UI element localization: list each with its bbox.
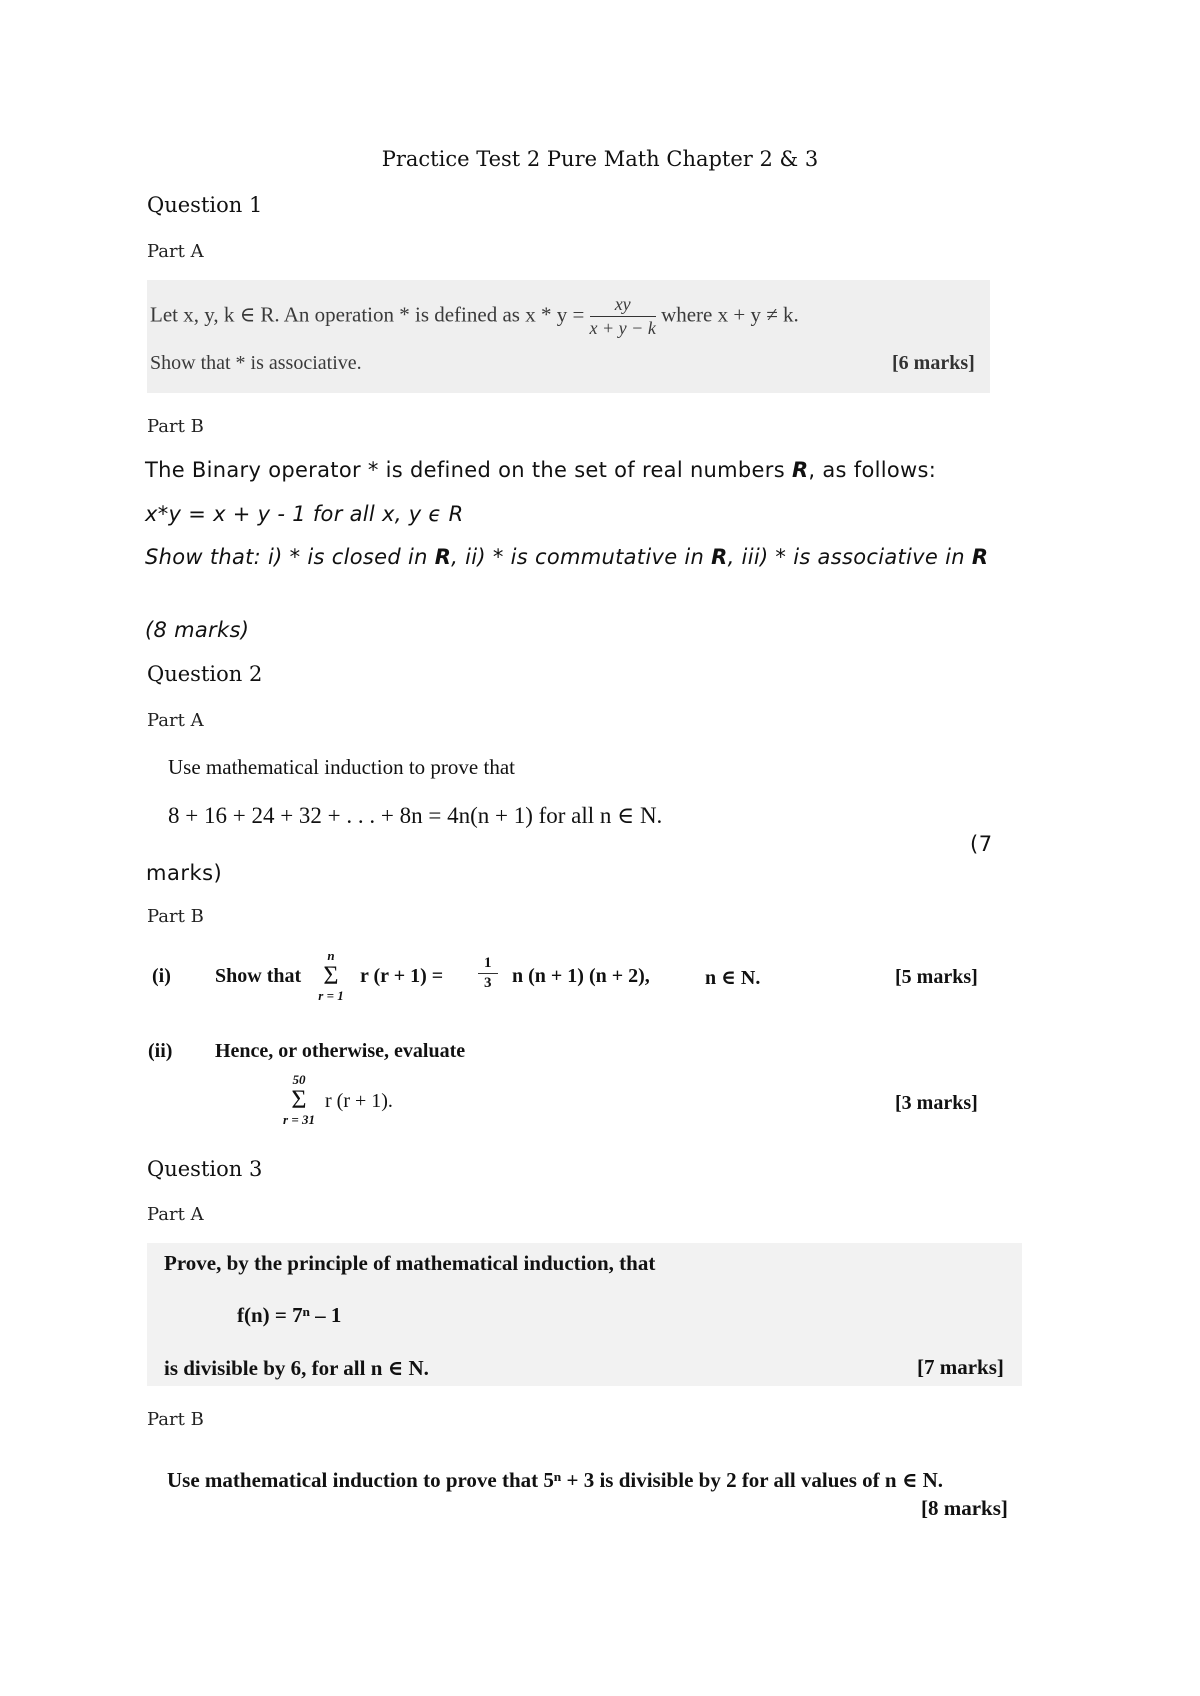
q1-part-a-scan (147, 280, 990, 393)
q2-ii-marks: [3 marks] (895, 1092, 978, 1114)
q1-part-b-label: Part B (147, 416, 204, 437)
q2-i-text: Show that (215, 965, 302, 987)
q2-i-label: (i) (152, 965, 171, 987)
q3-part-b-line1: Use mathematical induction to prove that 5ⁿ + 3 is divisible by 2 for all values of n ∈ N. (167, 1468, 944, 1492)
page-title: Practice Test 2 Pure Math Chapter 2 & 3 (381, 147, 819, 171)
q2-i-sum: n Σ r = 1 (318, 948, 344, 1003)
question-2-heading: Question 2 (147, 662, 263, 686)
q3-part-a-marks: [7 marks] (917, 1355, 1004, 1379)
q1-part-a-line1: Let x, y, k ∈ R. An operation * is defined as x * y = $\frac{xy}{x + y - k}$ where x + y ≠ k. (150, 294, 799, 338)
q1-fraction: $\frac{xy}{x + y - k}$ (589, 294, 656, 338)
q1-part-a-label: Part A (147, 241, 204, 262)
q2-part-a-line2: 8 + 16 + 24 + 32 + . . . + 8n = 4n(n + 1) for all n ∈ N. (168, 803, 663, 828)
q2-part-a-marks-open: (7 (970, 832, 993, 856)
q3-part-a-label: Part A (147, 1204, 204, 1225)
q2-ii-text: Hence, or otherwise, evaluate (215, 1040, 466, 1062)
q2-part-a-line1: Use mathematical induction to prove that (168, 755, 515, 779)
q2-part-a-marks-close: marks) (146, 861, 223, 885)
q1-part-a-marks: [6 marks] (892, 352, 975, 374)
q2-ii-sum: 50 Σ r = 31 (283, 1072, 315, 1127)
q3-part-b-marks: [8 marks] (921, 1496, 1008, 1520)
q2-i-domain: n ∈ N. (705, 967, 761, 989)
question-3-heading: Question 3 (147, 1157, 263, 1181)
q2-ii-label: (ii) (148, 1040, 173, 1062)
q2-part-a-label: Part A (147, 710, 204, 731)
q1-part-a-line2: Show that * is associative. (150, 352, 362, 374)
q2-part-b-label: Part B (147, 906, 204, 927)
q1-part-b-line2: x*y = x + y - 1 for all x, y ϵ R (145, 502, 464, 526)
q2-i-expr: r (r + 1) = (360, 965, 444, 987)
q2-i-fraction: $\frac{1}{3}$ (478, 955, 498, 992)
q3-part-a-line1: Prove, by the principle of mathematical induction, that (164, 1251, 656, 1275)
q1-part-b-marks: (8 marks) (145, 618, 250, 642)
q1-part-b-line1: The Binary operator * is defined on the set of real numbers R, as follows: (145, 458, 937, 482)
q2-i-marks: [5 marks] (895, 966, 978, 988)
q3-part-b-label: Part B (147, 1409, 204, 1430)
q2-ii-expr: r (r + 1). (325, 1090, 393, 1112)
q3-part-a-line3: is divisible by 6, for all n ∈ N. (164, 1356, 429, 1380)
question-1-heading: Question 1 (147, 193, 263, 217)
q2-i-expr2: n (n + 1) (n + 2), (512, 965, 650, 987)
q3-part-a-line2: f(n) = 7ⁿ – 1 (237, 1303, 342, 1327)
q1-part-b-line3: Show that: i) * is closed in R, ii) * is commutative in R, iii) * is associative in R (145, 545, 989, 569)
q3-part-a-scan (147, 1243, 1022, 1386)
